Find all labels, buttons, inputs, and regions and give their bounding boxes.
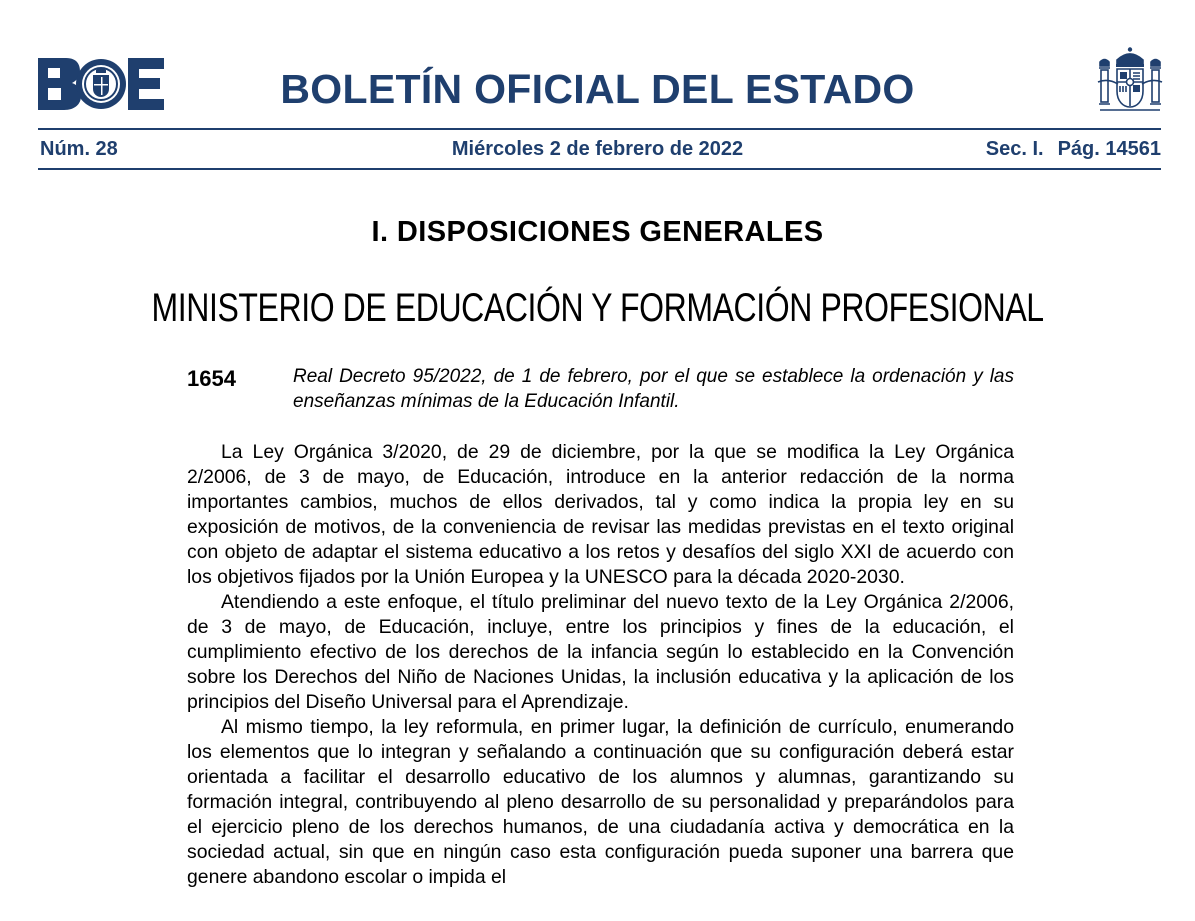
issue-number: Núm. 28 — [40, 138, 118, 160]
disposition-summary: Real Decreto 95/2022, de 1 de febrero, por el que se establece la ordenación y las enseñanzas mínimas de la Educación Infantil. — [293, 366, 1014, 412]
paragraph: Al mismo tiempo, la ley reformula, en primer lugar, la definición de currículo, enumerando los elementos que lo integran y señalando a continuación que su configuración deberá estar orientada a facilitar el desarrollo educativo de los alumnos y alumnas, garantizando su formación integral, contribuyendo al pleno desarrollo de su personalidad y preparándolos para el ejercicio pleno de los derechos humanos, de una ciudadanía activa y democrática en la sociedad actual, sin que en ningún caso esta configuración pueda suponer una barrera que genere abandono escolar o impida el — [187, 716, 1014, 888]
ministry-title — [0, 284, 1195, 332]
paragraph: La Ley Orgánica 3/2020, de 29 de diciembre, por la que se modifica la Ley Orgánica 2/2006, de 3 de mayo, de Educación, introduce en la anterior redacción de la norma importantes cambios, muchos de ellos derivados, tal y como indica la propia ley en su exposición de motivos, de la conveniencia de revisar las medidas previstas en el texto original con objeto de adaptar el sistema educativo a los retos y desafíos del siglo XXI de acuerdo con los objetivos fijados por la Unión Europea y la UNESCO para la década 2020-2030. — [187, 441, 1014, 588]
header-rule-top — [38, 128, 1161, 130]
ministry-name: MINISTERIO DE EDUCACIÓN Y FORMACIÓN PROFESIONAL — [151, 286, 1044, 330]
disposition-number: 1654 — [187, 366, 236, 391]
masthead-title: BOLETÍN OFICIAL DEL ESTADO — [280, 66, 915, 112]
section-page-info — [986, 137, 1161, 161]
page-number: Pág. 14561 — [1057, 138, 1161, 160]
document-body — [187, 440, 1014, 890]
paragraph: Atendiendo a este enfoque, el título preliminar del nuevo texto de la Ley Orgánica 2/2006, de 3 de mayo, de Educación, incluye, entre los principios y fines de la educación, el cumplimiento efectivo de los derechos de la infancia según lo establecido en la Convención sobre los Derechos del Niño de Naciones Unidas, la inclusión educativa y la aplicación de los principios del Diseño Universal para el Aprendizaje. — [187, 591, 1014, 713]
coat-of-arms-icon — [1097, 46, 1163, 116]
section-label: Sec. I. — [985, 138, 1044, 160]
header-rule-bottom — [38, 168, 1161, 170]
issue-date: Miércoles 2 de febrero de 2022 — [451, 138, 744, 160]
section-title: I. DISPOSICIONES GENERALES — [371, 216, 824, 248]
